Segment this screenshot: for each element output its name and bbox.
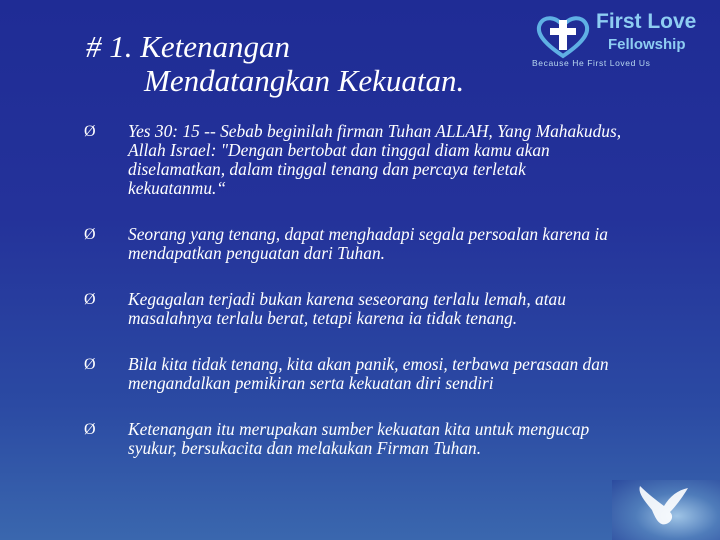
arrow-bullet-icon: Ø [84,226,96,243]
list-item [84,355,624,393]
dove-icon [612,480,720,540]
bullet-list [84,122,624,485]
bullet-text: Bila kita tidak tenang, kita akan panik, emosi, terbawa perasaan dan mengandalkan pemikiran serta kekuatan diri sendiri [128,354,609,393]
arrow-bullet-icon: Ø [84,356,96,373]
logo-tagline: Because He First Loved Us [532,58,651,68]
bullet-text: Seorang yang tenang, dapat menghadapi segala persoalan karena ia mendapatkan penguatan dari Tuhan. [128,224,608,263]
arrow-bullet-icon: Ø [84,291,96,308]
bullet-text: Kegagalan terjadi bukan karena seseorang terlalu lemah, atau masalahnya terlalu berat, tetapi karena ia tidak tenang. [128,289,566,328]
list-item [84,290,624,328]
arrow-bullet-icon: Ø [84,123,96,140]
bullet-text: Yes 30: 15 -- Sebab beginilah firman Tuhan ALLAH, Yang Mahakudus, Allah Israel: "Dengan bertobat dan tinggal diam kamu akan diselamatkan, dalam tinggal tenang dan percaya terletak kekuatanmu.“ [128,121,622,198]
title-line-2: Mendatangkan Kekuatan. [144,63,465,98]
list-item [84,420,624,458]
logo-brand-line-2: Fellowship [608,36,686,53]
first-love-fellowship-logo [528,8,714,72]
slide-title [86,30,464,98]
list-item [84,225,624,263]
cross-heart-icon [532,12,594,60]
dove-image [612,480,720,540]
list-item [84,122,624,198]
logo-brand-line-1: First Love [596,10,697,33]
title-line-1: # 1. Ketenangan [86,29,291,64]
arrow-bullet-icon: Ø [84,421,96,438]
bullet-text: Ketenangan itu merupakan sumber kekuatan kita untuk mengucap syukur, bersukacita dan melakukan Firman Tuhan. [128,419,590,458]
